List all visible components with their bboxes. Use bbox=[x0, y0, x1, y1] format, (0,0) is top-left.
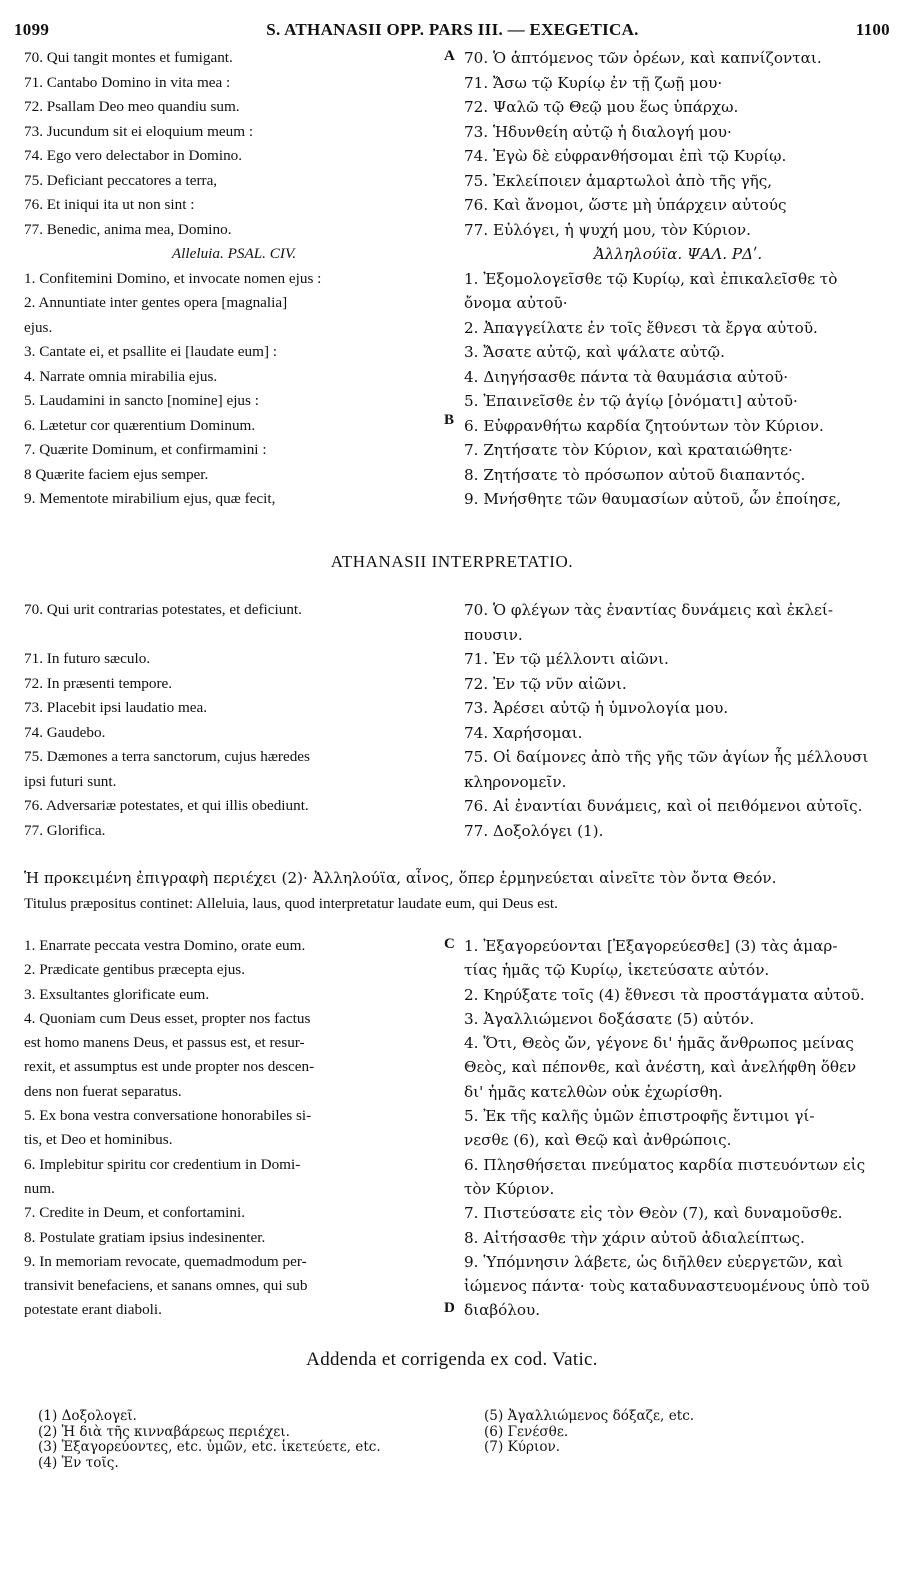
verse-line-greek: 3. Ἄσατε αὐτῷ, καὶ ψάλατε αὐτῷ. bbox=[464, 343, 725, 361]
margin-letter-b: B bbox=[444, 412, 455, 428]
verse-line-latin: 9. Mementote mirabilium ejus, quæ fecit, bbox=[24, 490, 276, 507]
commentary-line-latin: 9. In memoriam revocate, quemadmodum per- bbox=[24, 1252, 307, 1270]
verse-line-latin: 76. Et iniqui ita ut non sint : bbox=[24, 196, 195, 213]
interpretatio-line-latin: 71. In futuro sæculo. bbox=[24, 650, 151, 667]
interpretatio-line-latin: 75. Dæmones a terra sanctorum, cujus hæredes bbox=[24, 748, 310, 765]
footnote: (3) Ἐξαγορεύοντες, etc. ὑμῶν, etc. ἱκετεύετε, etc. bbox=[38, 1439, 381, 1455]
footnote: (6) Γενέσθε. bbox=[484, 1423, 569, 1440]
verse-line-latin: 71. Cantabo Domino in vita mea : bbox=[24, 73, 231, 91]
interpretatio-line-greek: 74. Χαρήσομαι. bbox=[464, 723, 583, 742]
verse-line-greek: 6. Εὐφρανθήτω καρδία ζητούντων τὸν Κύριον. bbox=[464, 416, 824, 435]
verse-line-greek: 77. Εὐλόγει, ἡ ψυχή μου, τὸν Κύριον. bbox=[464, 220, 751, 239]
commentary-line-latin: 5. Ex bona vestra conversatione honorabiles si- bbox=[24, 1107, 312, 1125]
commentary-line-latin: 1. Enarrate peccata vestra Domino, orate eum. bbox=[24, 937, 306, 954]
commentary-line-greek: 2. Κηρύξατε τοῖς (4) ἔθνεσι τὰ προστάγματα αὐτοῦ. bbox=[464, 985, 865, 1004]
verse-line-greek: 75. Ἐκλείποιεν ἁμαρτωλοὶ ἀπὸ τῆς γῆς, bbox=[464, 171, 773, 190]
greek-column-interpretatio bbox=[464, 598, 892, 843]
commentary-line-greek: Θεὸς, καὶ πέπονθε, καὶ ἀνέστη, καὶ ἀνελήφθη ὅθεν bbox=[464, 1058, 857, 1077]
verse-line-greek: 9. Μνήσθητε τῶν θαυμασίων αὐτοῦ, ὧν ἐποίησε, bbox=[464, 490, 842, 508]
commentary-line-latin: transivit benefaciens, et sanans omnes, qui sub bbox=[24, 1277, 308, 1295]
verse-line-latin: 74. Ego vero delectabor in Domino. bbox=[24, 147, 243, 164]
interpretatio-line-greek: 70. Ὁ φλέγων τὰς ἐναντίας δυνάμεις καὶ ἐκλεί- bbox=[464, 601, 833, 619]
page-number-right: 1100 bbox=[855, 20, 890, 39]
verse-line-greek: Ἀλληλούϊα. ΨΑΛ. ΡΔʹ. bbox=[593, 245, 763, 263]
commentary-line-greek: 6. Πλησθήσεται πνεύματος καρδία πιστευόντων εἰς bbox=[464, 1155, 866, 1174]
commentary-line-greek: τὸν Κύριον. bbox=[464, 1179, 555, 1198]
commentary-line-latin: rexit, et assumptus est unde propter nos descen- bbox=[24, 1058, 315, 1076]
verse-line-latin: ejus. bbox=[24, 318, 53, 336]
commentary-line-latin: 7. Credite in Deum, et confortamini. bbox=[24, 1204, 246, 1222]
verse-line-latin: Alleluia. PSAL. CIV. bbox=[171, 245, 297, 262]
commentary-line-latin: 3. Exsultantes glorificate eum. bbox=[24, 985, 210, 1003]
addenda-title: Addenda et corrigenda ex cod. Vatic. bbox=[306, 1349, 598, 1370]
footnote: (4) Ἐν τοῖς. bbox=[38, 1454, 119, 1471]
verse-line-greek: ὄνομα αὐτοῦ· bbox=[464, 294, 568, 312]
footnotes-left bbox=[38, 1409, 458, 1471]
margin-letter-c: C bbox=[444, 936, 455, 952]
interpretatio-line-greek: 77. Δοξολόγει (1). bbox=[464, 821, 604, 840]
interpretatio-line-latin: 76. Adversariæ potestates, et qui illis obediunt. bbox=[24, 797, 309, 814]
verse-line-latin: 3. Cantate ei, et psallite ei [laudate eum] : bbox=[24, 343, 278, 360]
note-greek: Ἡ προκειμένη ἐπιγραφὴ περιέχει (2)· Ἀλληλούϊα, αἶνος, ὅπερ ἑρμηνεύεται αἰνεῖτε τὸν ὄντα Θεόν. bbox=[24, 869, 777, 887]
interpretatio-line-latin: ipsi futuri sunt. bbox=[24, 772, 117, 790]
verse-line-greek: 74. Ἐγὼ δὲ εὐφρανθήσομαι ἐπὶ τῷ Κυρίῳ. bbox=[464, 147, 787, 165]
verse-line-greek: 5. Ἐπαινεῖσθε ἐν τῷ ἁγίῳ [ὀνόματι] αὐτοῦ· bbox=[464, 392, 798, 410]
verse-line-latin: 77. Benedic, anima mea, Domino. bbox=[24, 220, 232, 238]
verse-line-greek: 7. Ζητήσατε τὸν Κύριον, καὶ κραταιώθητε· bbox=[464, 441, 793, 459]
commentary-line-latin: 4. Quoniam cum Deus esset, propter nos factus bbox=[24, 1009, 311, 1027]
verse-line-greek: 4. Διηγήσασθε πάντα τὰ θαυμάσια αὐτοῦ· bbox=[464, 367, 789, 386]
verse-line-latin: 73. Jucundum sit ei eloquium meum : bbox=[24, 122, 254, 140]
page-number-left: 1099 bbox=[14, 20, 50, 39]
commentary-line-latin: potestate erant diaboli. bbox=[24, 1301, 162, 1319]
interpretatio-line-latin: 73. Placebit ipsi laudatio mea. bbox=[24, 699, 208, 716]
latin-column-psalm bbox=[24, 46, 444, 512]
interpretatio-line-greek: 73. Ἀρέσει αὐτῷ ἡ ὑμνολογία μου. bbox=[464, 699, 729, 717]
interpretatio-line-greek: 76. Αἱ ἐναντίαι δυνάμεις, καὶ οἱ πειθόμενοι αὐτοῖς. bbox=[464, 797, 863, 815]
verse-line-latin: 75. Deficiant peccatores a terra, bbox=[24, 171, 218, 189]
verse-line-greek: 70. Ὁ ἁπτόμενος τῶν ὀρέων, καὶ καπνίζονται. bbox=[464, 49, 822, 67]
verse-line-latin: 2. Annuntiate inter gentes opera [magnalia] bbox=[24, 294, 288, 311]
commentary-line-greek: δι' ἡμᾶς κατελθὼν οὐκ ἐχωρίσθη. bbox=[464, 1082, 723, 1101]
interpretatio-line-latin bbox=[24, 623, 444, 648]
commentary-line-greek: νεσθε (6), καὶ Θεῷ καὶ ἀνθρώποις. bbox=[464, 1131, 732, 1150]
interpretatio-line-greek: 71. Ἐν τῷ μέλλοντι αἰῶνι. bbox=[464, 650, 669, 668]
verse-line-latin: 6. Lætetur cor quærentium Dominum. bbox=[24, 416, 256, 434]
greek-column-commentary bbox=[464, 934, 892, 1323]
note-latin: Titulus præpositus continet: Alleluia, laus, quod interpretatur laudate eum, qui Deus est. bbox=[24, 895, 558, 912]
commentary-line-greek: τίας ἡμᾶς τῷ Κυρίῳ, ἱκετεύσατε αὐτόν. bbox=[464, 961, 770, 980]
footnote: (5) Ἀγαλλιώμενος δόξαζε, etc. bbox=[484, 1408, 695, 1424]
verse-line-greek: 76. Καὶ ἄνομοι, ὥστε μὴ ὑπάρχειν αὐτούς bbox=[464, 196, 787, 214]
footnote: (1) Δοξολογεῖ. bbox=[38, 1408, 137, 1424]
interpretatio-line-latin: 72. In præsenti tempore. bbox=[24, 674, 173, 692]
commentary-line-greek: 5. Ἐκ τῆς καλῆς ὑμῶν ἐπιστροφῆς ἔντιμοι γί- bbox=[464, 1107, 815, 1126]
interpretatio-title: ATHANASII INTERPRETATIO. bbox=[330, 552, 574, 571]
commentary-line-latin: num. bbox=[24, 1179, 55, 1197]
commentary-line-latin: 6. Implebitur spiritu cor credentium in Domi- bbox=[24, 1155, 301, 1173]
commentary-line-greek: ἰώμενος πάντα· τοὺς καταδυναστευομένους ὑπὸ τοῦ bbox=[464, 1277, 870, 1296]
latin-column-interpretatio bbox=[24, 598, 444, 843]
verse-line-greek: 71. Ἄσω τῷ Κυρίῳ ἐν τῇ ζωῇ μου· bbox=[464, 73, 723, 92]
verse-line-greek: 8. Ζητήσατε τὸ πρόσωπον αὐτοῦ διαπαντός. bbox=[464, 465, 806, 484]
margin-letter-a: A bbox=[444, 48, 455, 64]
verse-line-greek: 72. Ψαλῶ τῷ Θεῷ μου ἕως ὑπάρχω. bbox=[464, 98, 739, 116]
commentary-line-greek: 7. Πιστεύσατε εἰς τὸν Θεὸν (7), καὶ δυναμοῦσθε. bbox=[464, 1204, 843, 1223]
commentary-line-latin: tis, et Deo et hominibus. bbox=[24, 1131, 173, 1149]
running-title: S. ATHANASII OPP. PARS III. — EXEGETICA. bbox=[266, 20, 639, 39]
commentary-line-greek: 3. Ἀγαλλιώμενοι δοξάσατε (5) αὐτόν. bbox=[464, 1009, 755, 1028]
interpretatio-line-latin: 70. Qui urit contrarias potestates, et deficiunt. bbox=[24, 601, 302, 618]
commentary-line-greek: 1. Ἐξαγορεύονται [Ἐξαγορεύεσθε] (3) τὰς ἁμαρ- bbox=[464, 937, 838, 955]
verse-line-latin: 1. Confitemini Domino, et invocate nomen ejus : bbox=[24, 269, 322, 287]
verse-line-latin: 7. Quærite Dominum, et confirmamini : bbox=[24, 441, 267, 458]
latin-column-commentary bbox=[24, 934, 444, 1323]
commentary-line-greek: διαβόλου. bbox=[464, 1301, 541, 1320]
verse-line-latin: 4. Narrate omnia mirabilia ejus. bbox=[24, 367, 218, 385]
commentary-line-latin: dens non fuerat separatus. bbox=[24, 1082, 182, 1100]
interpretatio-line-latin: 74. Gaudebo. bbox=[24, 723, 106, 741]
verse-line-greek: 1. Ἐξομολογεῖσθε τῷ Κυρίῳ, καὶ ἐπικαλεῖσθε τὸ bbox=[464, 269, 838, 288]
verse-line-greek: 2. Ἀπαγγείλατε ἐν τοῖς ἔθνεσι τὰ ἔργα αὐτοῦ. bbox=[464, 318, 818, 337]
interpretatio-line-latin: 77. Glorifica. bbox=[24, 821, 106, 839]
verse-line-latin: 5. Laudamini in sancto [nomine] ejus : bbox=[24, 392, 259, 409]
interpretatio-line-greek: πουσιν. bbox=[464, 625, 523, 644]
footnote: (2) Ἡ διὰ τῆς κινναβάρεως περιέχει. bbox=[38, 1423, 290, 1440]
interpretatio-line-greek: 72. Ἐν τῷ νῦν αἰῶνι. bbox=[464, 674, 627, 693]
footnotes-right bbox=[484, 1409, 884, 1456]
commentary-line-greek: 8. Αἰτήσασθε τὴν χάριν αὐτοῦ ἀδιαλείπτως. bbox=[464, 1228, 805, 1247]
footnote: (7) Κύριον. bbox=[484, 1439, 561, 1455]
verse-line-latin: 8 Quærite faciem ejus semper. bbox=[24, 465, 209, 483]
greek-column-psalm bbox=[464, 46, 892, 512]
verse-line-latin: 70. Qui tangit montes et fumigant. bbox=[24, 49, 233, 66]
commentary-line-latin: est homo manens Deus, et passus est, et resur- bbox=[24, 1034, 305, 1052]
commentary-line-greek: 9. Ὑπόμνησιν λάβετε, ὡς διῆλθεν εὐεργετῶν, καὶ bbox=[464, 1252, 844, 1271]
commentary-line-latin: 8. Postulate gratiam ipsius indesinenter. bbox=[24, 1228, 266, 1246]
running-header bbox=[14, 20, 890, 44]
verse-line-latin: 72. Psallam Deo meo quandiu sum. bbox=[24, 98, 240, 115]
commentary-line-latin: 2. Prædicate gentibus præcepta ejus. bbox=[24, 961, 246, 979]
commentary-line-greek: 4. Ὅτι, Θεὸς ὤν, γέγονε δι' ἡμᾶς ἄνθρωπος μείνας bbox=[464, 1034, 854, 1053]
interpretatio-line-greek: κληρονομεῖν. bbox=[464, 772, 567, 791]
verse-line-greek: 73. Ἡδυνθείη αὐτῷ ἡ διαλογή μου· bbox=[464, 122, 732, 141]
interpretatio-line-greek: 75. Οἱ δαίμονες ἀπὸ τῆς γῆς τῶν ἁγίων ἧς μέλλουσι bbox=[464, 748, 869, 766]
margin-letter-d: D bbox=[444, 1300, 455, 1316]
